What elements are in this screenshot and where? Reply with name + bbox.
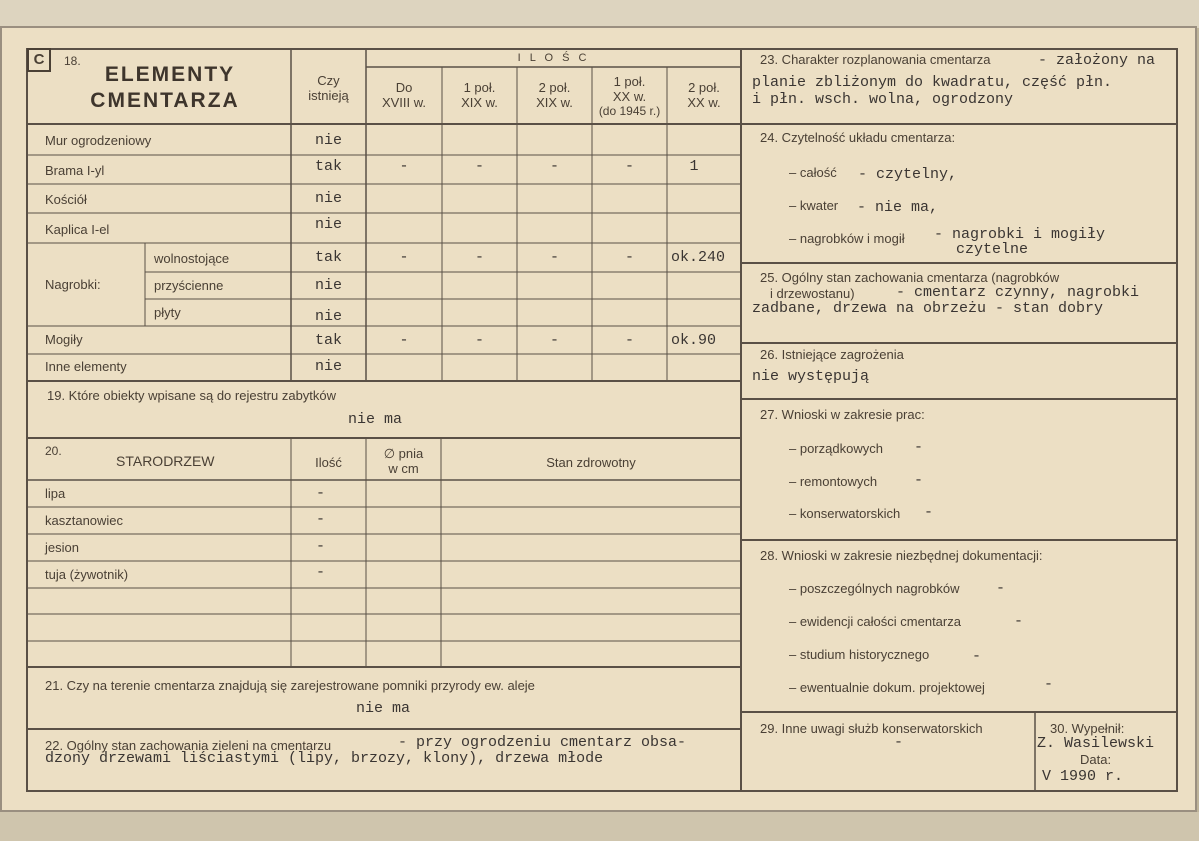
graves-period-4: - <box>624 332 634 349</box>
graves-period-3: - <box>549 332 559 349</box>
row-label-gate: Brama I-yl <box>45 163 105 178</box>
section-18-title-line1: ELEMENTY <box>104 63 236 86</box>
section-26-label: 26. Istniejące zagrożenia <box>760 347 904 362</box>
period-header-1-line2: XVIII w. <box>381 95 427 110</box>
date-label: Data: <box>1080 752 1112 767</box>
period-header-4-line2: XX w. <box>612 89 647 104</box>
period-header-3-line2: XIX w. <box>536 95 573 110</box>
period-header-5-line2: XX w. <box>687 95 721 110</box>
period-header-5-line1: 2 poł. <box>688 80 720 95</box>
graves-period-2: - <box>474 332 484 349</box>
works-renovation-value: - <box>914 472 924 489</box>
exists-chapel: nie <box>314 216 342 233</box>
doc-design-label: – ewentualnie dokum. projektowej <box>789 680 985 695</box>
period-header-4-line3: (do 1945 r.) <box>598 104 661 118</box>
row-label-chapel: Kaplica I-el <box>45 222 110 237</box>
freestanding-period-3: - <box>549 249 559 266</box>
col-diameter-header-line1: ∅ pnia <box>383 446 424 461</box>
section-18-title-line2: CMENTARZA <box>90 89 240 112</box>
freestanding-period-2: - <box>474 249 484 266</box>
graves-period-5: ok.90 <box>671 332 717 349</box>
col-exists-line2: istnieją <box>308 88 349 103</box>
row-group-label-tombstones: Nagrobki: <box>45 277 101 292</box>
filled-by-name: Z. Wasilewski <box>1037 735 1155 752</box>
col-count-header: Ilość <box>315 455 342 470</box>
doc-design-value: - <box>1044 676 1054 693</box>
gate-period-2: - <box>474 158 484 175</box>
doc-tombstones-label: – poszczególnych nagrobków <box>789 581 960 596</box>
doc-historical-label: – studium historycznego <box>789 647 930 662</box>
exists-freestanding: tak <box>314 249 342 266</box>
period-header-2-line1: 1 poł. <box>463 80 496 95</box>
col-exists-line1: Czy <box>317 73 340 88</box>
exists-wall: nie <box>314 132 342 149</box>
row-label-freestanding: wolnostojące <box>154 251 230 266</box>
exists-graves: tak <box>314 332 342 349</box>
section-26-value: nie występują <box>752 368 870 385</box>
col-health-header: Stan zdrowotny <box>546 455 636 470</box>
ilosc-title: I L O Ś C <box>517 52 590 64</box>
col-diameter-header-line2: w cm <box>388 461 419 476</box>
tree-name-4: tuja (żywotnik) <box>45 567 129 582</box>
section-22-value-line2: dzony drzewami liściastymi (lipy, brzozy, klony), drzewa młode <box>45 750 604 767</box>
section-30-label: 30. Wypełnił: <box>1050 721 1125 736</box>
row-label-church: Kościół <box>45 192 87 207</box>
tree-count-2: - <box>316 511 326 528</box>
freestanding-period-5: ok.240 <box>671 249 726 266</box>
section-27-label: 27. Wnioski w zakresie prac: <box>760 407 925 422</box>
section-23-label: 23. Charakter rozplanowania cmentarza <box>760 52 991 67</box>
section-25-value-line1: - cmentarz czynny, nagrobki <box>896 284 1140 301</box>
section-28-label: 28. Wnioski w zakresie niezbędnej dokumentacji: <box>760 548 1043 563</box>
section-20-number: 20. <box>45 444 62 458</box>
gate-period-4: - <box>624 158 634 175</box>
doc-records-value: - <box>1014 613 1024 630</box>
date-value: V 1990 r. <box>1042 768 1124 785</box>
section-29-value: - <box>894 734 904 751</box>
section-23-value-line3: i płn. wsch. wolna, ogrodzony <box>752 91 1014 108</box>
gate-period-5: 1 <box>689 158 699 175</box>
period-header-2-line2: XIX w. <box>461 95 498 110</box>
section-25-label-line2: i drzewostanu) <box>770 286 855 301</box>
exists-slabs: nie <box>314 308 342 325</box>
legibility-quarters-label: – kwater <box>789 198 839 213</box>
exists-wall-mounted: nie <box>314 277 342 294</box>
legibility-whole-label: – całość <box>789 165 837 180</box>
legibility-graves-label: – nagrobków i mogił <box>789 231 905 246</box>
section-22-label: 22. Ogólny stan zachowania zieleni na cmentarzu <box>45 738 332 753</box>
section-23-value-line2: planie zbliżonym do kwadratu, część płn. <box>752 74 1113 91</box>
section-24-label: 24. Czytelność układu cmentarza: <box>760 130 956 145</box>
section-20-title: STARODRZEW <box>116 453 215 469</box>
section-19-value: nie ma <box>348 411 403 428</box>
row-label-other: Inne elementy <box>45 359 127 374</box>
period-header-1-line1: Do <box>395 80 413 95</box>
works-ordering-label: – porządkowych <box>789 441 883 456</box>
section-29-label: 29. Inne uwagi służb konserwatorskich <box>760 721 983 736</box>
section-21-label: 21. Czy na terenie cmentarza znajdują się zarejestrowane pomniki przyrody ew. aleje <box>45 678 535 693</box>
period-header-3-line1: 2 poł. <box>538 80 571 95</box>
row-label-slabs: płyty <box>154 305 181 320</box>
section-25-value-line2: zadbane, drzewa na obrzeżu - stan dobry <box>752 300 1104 317</box>
legibility-quarters-value: - nie ma, <box>857 199 939 216</box>
tree-count-3: - <box>316 538 326 555</box>
exists-other: nie <box>314 358 342 375</box>
graves-period-1: - <box>399 332 409 349</box>
exists-gate: tak <box>314 158 342 175</box>
tree-count-1: - <box>316 485 326 502</box>
period-header-4-line1: 1 poł. <box>613 74 646 89</box>
tree-name-3: jesion <box>45 540 79 555</box>
section-25-label-line1: 25. Ogólny stan zachowania cmentarza (nagrobków <box>760 270 1060 285</box>
works-conservation-value: - <box>924 504 934 521</box>
section-21-value: nie ma <box>356 700 411 717</box>
legibility-whole-value: - czytelny, <box>858 166 958 183</box>
section-22-value-line1: - przy ogrodzeniu cmentarz obsa- <box>398 734 687 751</box>
legibility-graves-value2: czytelne <box>956 241 1029 258</box>
gate-period-3: - <box>549 158 559 175</box>
works-conservation-label: – konserwatorskich <box>789 506 901 521</box>
row-label-wall-mounted: przyścienne <box>154 278 224 293</box>
legibility-graves-value: - nagrobki i mogiły <box>934 226 1106 243</box>
section-23-value-line1: - założony na <box>1038 52 1156 69</box>
row-label-wall: Mur ogrodzeniowy <box>45 133 152 148</box>
card-letter-box: C <box>27 48 51 72</box>
tree-name-1: lipa <box>45 486 66 501</box>
freestanding-period-4: - <box>624 249 634 266</box>
doc-records-label: – ewidencji całości cmentarza <box>789 614 961 629</box>
section-19-label: 19. Które obiekty wpisane są do rejestru zabytków <box>47 388 337 403</box>
works-ordering-value: - <box>914 439 924 456</box>
tree-name-2: kasztanowiec <box>45 513 124 528</box>
tree-count-4: - <box>316 564 326 581</box>
gate-period-1: - <box>399 158 409 175</box>
doc-historical-value: - <box>972 648 982 665</box>
freestanding-period-1: - <box>399 249 409 266</box>
row-label-graves: Mogiły <box>45 332 83 347</box>
section-18-number: 18. <box>64 54 81 68</box>
exists-church: nie <box>314 190 342 207</box>
doc-tombstones-value: - <box>996 580 1006 597</box>
works-renovation-label: – remontowych <box>789 474 878 489</box>
